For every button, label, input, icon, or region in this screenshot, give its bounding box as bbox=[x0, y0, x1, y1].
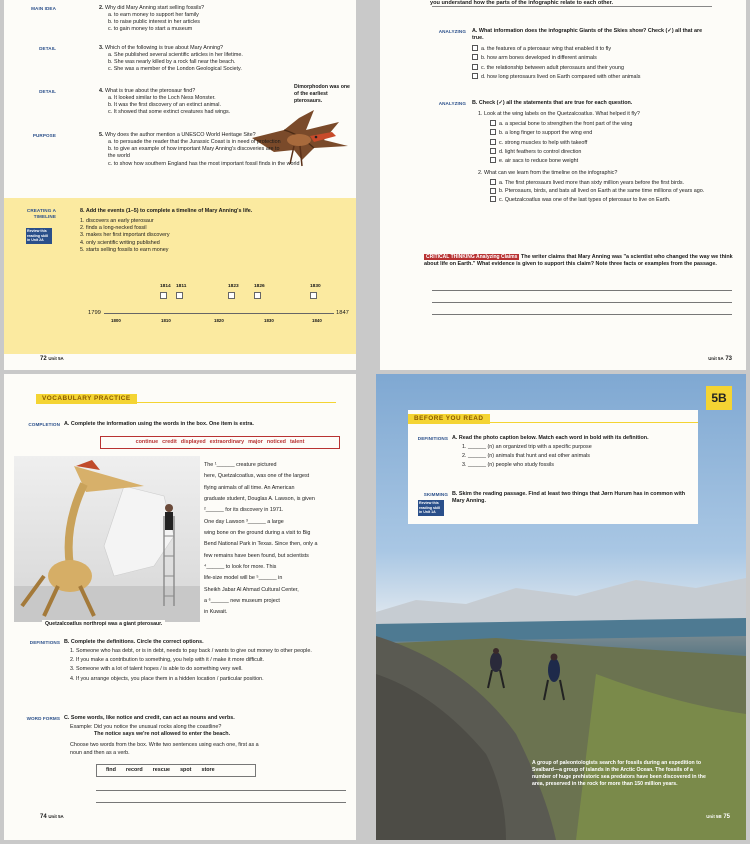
option[interactable]: a. She published several scientific articles in her lifetime. bbox=[108, 52, 243, 59]
intro-text: you understand how the parts of the infographic relate to each other. bbox=[430, 0, 614, 6]
timeline-year: 1830 bbox=[310, 284, 321, 289]
tag-purpose: PURPOSE bbox=[32, 133, 56, 138]
question-8: 8. Add the events (1–5) to complete a timeline of Mary Anning's life. 1. discovers an early pterosaur 2. finds a long-necked fossil 3. makes her first important discovery 4. only scientific writing published 5. starts selling fossils to earn money bbox=[80, 208, 350, 254]
page-number: Unit 5B 75 bbox=[706, 814, 730, 820]
checkbox[interactable] bbox=[472, 45, 478, 51]
word: extraordinary bbox=[209, 439, 245, 445]
tag-word-forms: WORD FORMS bbox=[26, 716, 60, 721]
passage-line: ²______ for its discovery in 1971. bbox=[204, 507, 284, 514]
checkbox[interactable] bbox=[490, 139, 496, 145]
answer-line[interactable] bbox=[96, 790, 346, 791]
page-number: 74 Unit 5A bbox=[40, 814, 64, 820]
word: spot bbox=[180, 767, 192, 773]
option[interactable]: c. She was a member of the London Geological Society. bbox=[108, 66, 242, 73]
checkbox[interactable] bbox=[490, 188, 496, 194]
word: record bbox=[125, 767, 143, 773]
timeline-end: 1847 bbox=[336, 310, 349, 316]
question-a: A. What information does the infographic Giants of the Skies show? Check (✓) all that are true. a. the features of a pterosaur wing that enabled it to fly b. how arm bones developed in different animals c. the relationship between adult pterosaurs and their young d. how long pterosaurs lived on Earth compared with other animals bbox=[472, 28, 732, 81]
word: talent bbox=[289, 439, 305, 445]
answer-line[interactable] bbox=[432, 290, 732, 291]
checkbox[interactable] bbox=[472, 73, 478, 79]
option[interactable]: b. She was nearly killed by a rock fall near the beach. bbox=[108, 59, 236, 66]
photo-caption: A group of paleontologists search for fossils during an expedition to Svalbard—a group of islands in the Arctic Ocean. The fossils of a number of huge prehistoric sea predators have been discovered in the area, preserved in the rock for more than 150 million years. bbox=[532, 760, 706, 788]
timeline-tick: 1810 bbox=[161, 318, 171, 323]
page-74 bbox=[4, 374, 356, 840]
word: noticed bbox=[266, 439, 286, 445]
answer-box[interactable] bbox=[176, 292, 183, 299]
question-c: C. Some words, like notice and credit, can act as nouns and verbs. Example: Did you notice the unusual rocks along the coastline? The notice says we're not allowed to enter the beach. Choose two words from the box. Write two sentences using each one, first as a noun and then as a verb. bbox=[64, 715, 259, 756]
tag-creating-timeline: CREATING A TIMELINE bbox=[26, 208, 56, 220]
photo-caption: Quetzalcoatlus northropi was a giant pterosaur. bbox=[42, 620, 165, 629]
event-item: 3. makes her first important discovery bbox=[80, 232, 170, 239]
option[interactable]: c. to gain money to start a museum bbox=[108, 26, 193, 33]
page-72 bbox=[4, 0, 356, 370]
passage-line: a ⁶______ new museum project bbox=[204, 598, 280, 605]
tag-skimming: SKIMMING bbox=[423, 492, 448, 497]
unit-badge: 5B bbox=[706, 386, 732, 410]
passage-line: life-size model will be ⁵______ in bbox=[204, 575, 283, 582]
pterosaur-caption: Dimorphodon was one of the earliest pterosaurs. bbox=[294, 84, 350, 104]
timeline-year: 1823 bbox=[228, 284, 239, 289]
tag-definitions: DEFINITIONS bbox=[417, 436, 448, 441]
timeline-year: 1826 bbox=[254, 284, 265, 289]
answer-box[interactable] bbox=[160, 292, 167, 299]
event-item: 5. starts selling fossils to earn money bbox=[80, 246, 169, 253]
option[interactable]: c. to show how southern England has the most important fossil finds in the world bbox=[108, 160, 300, 167]
word: find bbox=[106, 767, 116, 773]
tag-completion: COMPLETION bbox=[28, 422, 60, 427]
word: displayed bbox=[180, 439, 206, 445]
passage-line: graduate student, Douglas A. Lawson, is given bbox=[204, 496, 315, 503]
answer-box[interactable] bbox=[228, 292, 235, 299]
checkbox[interactable] bbox=[490, 179, 496, 185]
checkbox[interactable] bbox=[490, 120, 496, 126]
cloze-passage bbox=[204, 460, 350, 619]
event-item: 2. finds a long-necked fossil bbox=[80, 225, 147, 232]
word: rescue bbox=[152, 767, 171, 773]
page-number: Unit 5A 73 bbox=[708, 356, 732, 362]
question-2: 2. Why did Mary Anning start selling fossils? a. to earn money to support her family b. to raise public interest in her articles c. to gain money to start a museum bbox=[99, 5, 351, 34]
checklist: a. the features of a pterosaur wing that enabled it to fly b. how arm bones developed in different animals c. the relationship between adult pterosaurs and their young d. how long pterosaurs lived on Earth compared with other animals bbox=[472, 45, 732, 81]
timeline-tick: 1800 bbox=[111, 318, 121, 323]
word-box-2 bbox=[96, 764, 256, 777]
page-number: 72 Unit 5A bbox=[40, 356, 64, 362]
section-header: BEFORE YOU READ bbox=[408, 414, 490, 424]
passage-line: wing bone on the ground during a visit to Big bbox=[204, 530, 311, 537]
answer-box[interactable] bbox=[310, 292, 317, 299]
option[interactable]: a. It looked similar to the Loch Ness Monster. bbox=[108, 95, 216, 102]
tag-detail: DETAIL bbox=[39, 89, 56, 94]
before-you-read-box bbox=[408, 410, 698, 524]
checklist: a. a special bone to strengthen the front part of the wing b. a long finger to support the wing end c. strong muscles to help with takeoff d. light feathers to control direction e. air sacs to reduce bone weight bbox=[472, 120, 738, 165]
definition-item[interactable]: 4. If you arrange objects, you place them in a hidden location / particular position. bbox=[70, 675, 264, 682]
passage-line: One day Lawson ³______ a large bbox=[204, 518, 284, 525]
page-75 bbox=[376, 374, 746, 840]
timeline bbox=[4, 278, 356, 338]
tag-analyzing: ANALYZING bbox=[438, 101, 466, 106]
checkbox[interactable] bbox=[490, 157, 496, 163]
timeline-axis bbox=[104, 313, 334, 314]
event-item: 1. discovers an early pterosaur bbox=[80, 218, 154, 225]
passage-line: few remains have been found, but scientists bbox=[204, 552, 309, 559]
passage-line: Bend National Park in Texas. Since then, only a bbox=[204, 541, 318, 548]
option[interactable]: b. to give an example of how important Mary Anning's discoveries are to the world bbox=[108, 146, 280, 160]
checkbox[interactable] bbox=[490, 148, 496, 154]
timeline-tick: 1840 bbox=[312, 318, 322, 323]
quetzalcoatlus-photo bbox=[14, 456, 200, 622]
word: continue bbox=[135, 439, 159, 445]
option[interactable]: b. to raise public interest in her articles bbox=[108, 19, 200, 26]
definition-item[interactable]: 1. Someone who has debt, or is in debt, needs to pay back / wants to give out money to other people. bbox=[70, 648, 312, 655]
page-73 bbox=[380, 0, 746, 370]
timeline-year: 1814 bbox=[160, 284, 171, 289]
match-item[interactable]: 1. ______ (n) an organized trip with a specific purpose bbox=[462, 444, 592, 451]
word: store bbox=[201, 767, 215, 773]
skill-review-badge: Review this reading skill in Unit 1A bbox=[418, 500, 444, 516]
tag-detail: DETAIL bbox=[39, 46, 56, 51]
passage-line: here, Quetzalcoatlus, was one of the largest bbox=[204, 473, 310, 480]
question-5: 5. Why does the author mention a UNESCO World Heritage Site? a. to persuade the reader that the Jurassic Coast is in need of protection b. to give an example of how important Mary Anning's discoveries are to the world c. to show how southern England has the most important fossil finds in the world bbox=[99, 132, 349, 168]
question-a: A. Read the photo caption below. Match each word in bold with its definition. 1. ______ (n) an organized trip with a specific purpose 2. ______ (n) animals that hunt and eat other animals 3. ______ (n) people who study fossils bbox=[452, 435, 692, 470]
match-item[interactable]: 3. ______ (n) people who study fossils bbox=[462, 462, 554, 469]
timeline-tick: 1820 bbox=[214, 318, 224, 323]
passage-line: ⁴______ to look for more. This bbox=[204, 564, 277, 571]
event-list bbox=[80, 218, 350, 254]
option[interactable]: c. It showed that some extinct creatures had wings. bbox=[108, 109, 231, 116]
passage-line: in Kuwait. bbox=[204, 609, 228, 616]
passage-line: The ¹______ creature pictured bbox=[204, 462, 277, 468]
checkbox[interactable] bbox=[490, 196, 496, 202]
question-4: 4. What is true about the pterosaur find? a. It looked similar to the Loch Ness Monster. b. It was the first discovery of an extinct animal. c. It showed that some extinct creatures had wings. bbox=[99, 88, 289, 117]
answer-line[interactable] bbox=[96, 802, 346, 803]
timeline-activity-box bbox=[4, 198, 356, 354]
timeline-start: 1799 bbox=[88, 310, 101, 316]
match-item[interactable]: 2. ______ (n) animals that hunt and eat other animals bbox=[462, 453, 590, 460]
definition-item[interactable]: 3. Someone with a lot of talent hopes / is able to do something very well. bbox=[70, 666, 243, 673]
skill-review-badge: Review this reading skill in Unit 2A bbox=[26, 228, 52, 244]
question-3: 3. Which of the following is true about Mary Anning? a. She published several scientific articles in her lifetime. b. She was nearly killed by a rock fall near the beach. c. She was a member of the London Geological Society. bbox=[99, 45, 351, 74]
timeline-year: 1811 bbox=[176, 284, 187, 289]
question-b: B. Complete the definitions. Circle the correct options. 1. Someone who has debt, or is in debt, needs to pay back / wants to give out money to other people. 2. If you make a contribution to something, you help with it / make it more difficult. 3. Someone with a lot of talent hopes / is able to do something very well. 4. If you arrange objects, you place them in a hidden location / particular position. bbox=[64, 639, 348, 683]
tag-definitions: DEFINITIONS bbox=[29, 640, 60, 645]
checkbox[interactable] bbox=[472, 54, 478, 60]
passage-line: flying animals of all time. An American bbox=[204, 484, 295, 491]
answer-line[interactable] bbox=[432, 314, 732, 315]
option[interactable]: b. It was the first discovery of an extinct animal. bbox=[108, 102, 221, 109]
word: credit bbox=[162, 439, 177, 445]
critical-thinking-label: CRITICAL THINKING Analyzing Claims bbox=[426, 254, 518, 260]
question-b: B. Skim the reading passage. Find at least two things that Jørn Hurum has in common with Mary Anning. bbox=[452, 491, 686, 505]
question-b: B. Check (✓) all the statements that are true for each question. 1. Look at the wing labels on the Quetzalcoatlus. What helped it fly? a. a special bone to strengthen the front part of the wing b. a long finger to support the wing end c. strong muscles to help with takeoff d. light feathers to control direction e. air sacs to reduce bone weight 2. What can we learn from the timeline on the infographic? a. The first pterosaurs lived more than sixty million years before the first birds. b. Pterosaurs, birds, and bats all lived on Earth at the same time millions of years ago. c. Quetzalcoatlus was one of the last types of pterosaur to live on Earth. bbox=[472, 100, 738, 204]
checkbox[interactable] bbox=[490, 129, 496, 135]
option[interactable]: a. to earn money to support her family bbox=[108, 12, 199, 19]
passage-line: Sheikh Jabar Al Ahmad Cultural Center, bbox=[204, 586, 299, 593]
critical-thinking: CRITICAL THINKING Analyzing Claims The writer claims that Mary Anning was "a scientist who changed the way we think about life on Earth." What evidence is given to support this claim? Note three facts or examples from the passage. bbox=[424, 254, 733, 268]
tag-analyzing: ANALYZING bbox=[438, 29, 466, 34]
answer-box[interactable] bbox=[254, 292, 261, 299]
word-box bbox=[100, 436, 340, 449]
timeline-tick: 1830 bbox=[264, 318, 274, 323]
tag-main-idea: MAIN IDEA bbox=[31, 6, 56, 11]
definition-item[interactable]: 2. If you make a contribution to something, you help with it / make it more difficult. bbox=[70, 657, 265, 664]
section-header: VOCABULARY PRACTICE bbox=[36, 394, 137, 404]
checkbox[interactable] bbox=[472, 64, 478, 70]
event-item: 4. only scientific writing published bbox=[80, 239, 160, 246]
question-a: A. Complete the information using the words in the box. One item is extra. bbox=[64, 421, 254, 427]
option[interactable]: a. to persuade the reader that the Jurassic Coast is in need of protection bbox=[108, 139, 281, 146]
answer-line[interactable] bbox=[432, 302, 732, 303]
checklist: a. The first pterosaurs lived more than sixty million years before the first birds. b. Pterosaurs, birds, and bats all lived on Earth at the same time millions of years ago. c. Quetzalcoatlus was one of the last types of pterosaur to live on Earth. bbox=[472, 179, 738, 204]
word: major bbox=[248, 439, 263, 445]
